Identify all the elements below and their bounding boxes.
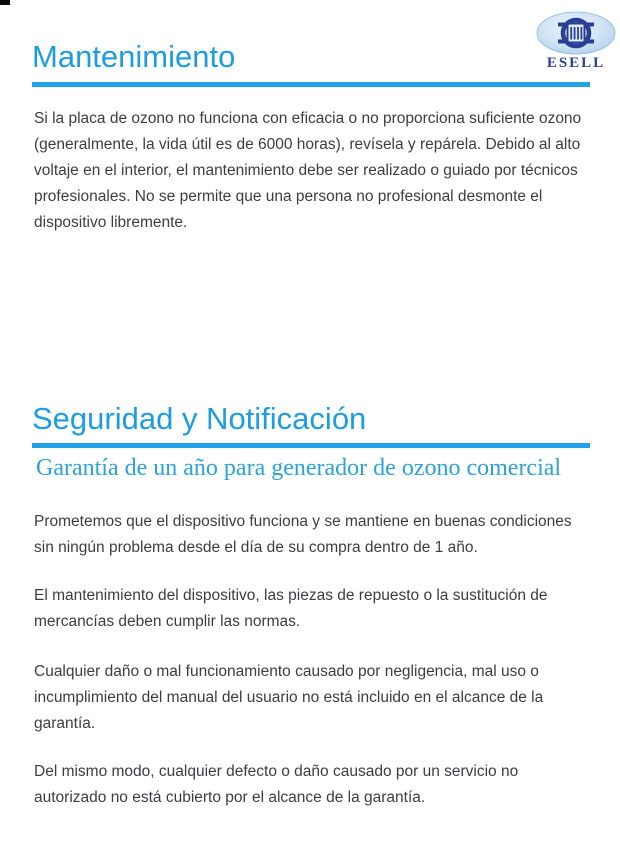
title-underline-maintenance: [32, 82, 590, 87]
warranty-subtitle: Garantía de un año para generador de ozono comercial: [36, 455, 562, 481]
brand-logo: [536, 11, 616, 71]
warranty-paragraph-4: Del mismo modo, cualquier defecto o daño causado por un servicio no autorizado no está cubierto por el alcance de la garantía.: [34, 763, 519, 806]
logo-emblem-icon: [536, 11, 616, 55]
warranty-paragraph-1: Prometemos que el dispositivo funciona y se mantiene en buenas condiciones sin ningún problema desde el día de su compra dentro de 1 año.: [34, 513, 572, 556]
section-title-safety: Seguridad y Notificación: [32, 401, 367, 436]
maintenance-paragraph: Si la placa de ozono no funciona con eficacia o no proporciona suficiente ozono (generalmente, la vida útil es de 6000 horas), revísela y repárela. Debido al alto voltaje en el interior, el mantenimiento debe ser realizado o guiado por técnicos profesionales. No se permite que una persona no profesional desmonte el dispositivo libremente.: [34, 110, 582, 231]
section-title-maintenance: Mantenimiento: [32, 39, 236, 74]
scan-corner-artifact: [0, 0, 10, 5]
logo-wordmark: ESELL: [546, 55, 606, 71]
title-underline-safety: [32, 443, 590, 448]
warranty-paragraph-2: El mantenimiento del dispositivo, las piezas de repuesto o la sustitución de mercancías deben cumplir las normas.: [34, 587, 548, 630]
warranty-paragraph-3: Cualquier daño o mal funcionamiento causado por negligencia, mal uso o incumplimiento del manual del usuario no está incluido en el alcance de la garantía.: [34, 663, 544, 732]
